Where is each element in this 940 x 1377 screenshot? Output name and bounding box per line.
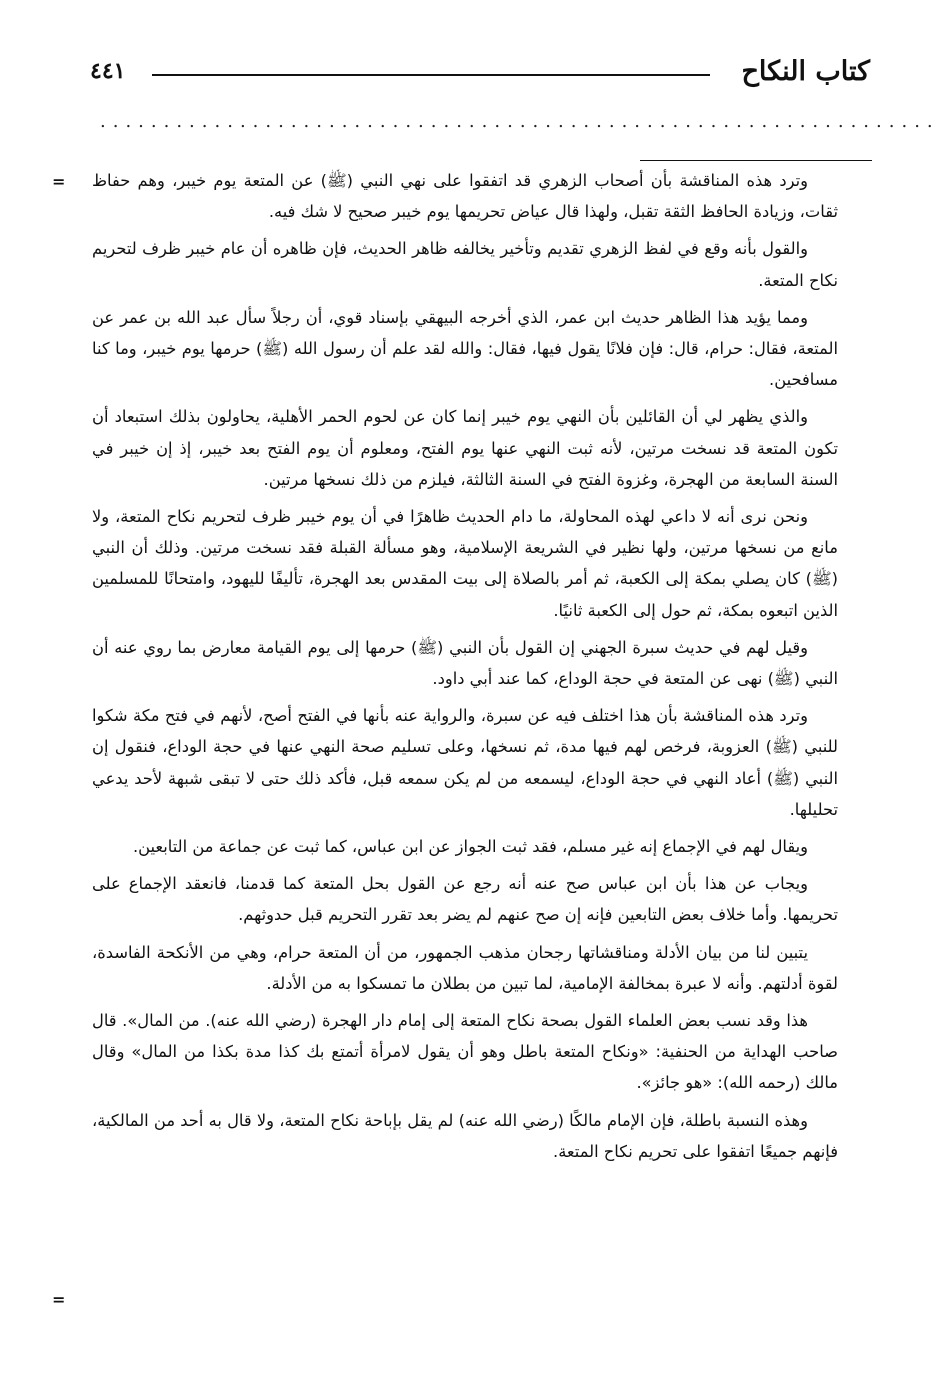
footnote-rule: [640, 160, 872, 161]
paragraph: والذي يظهر لي أن القائلين بأن النهي يوم خيبر إنما كان عن لحوم الحمر الأهلية، يحاولون بذلك استبعاد أن تكون المتعة قد نسخت مرتين، لأنه ثبت النهي عنها يوم الفتح، ومعلوم أن يوم الفتح بعد خيبر، إذ إن خيبر في السنة السابعة من الهجرة، وغزوة الفتح في السنة الثالثة، فيلزم من ذلك نسخها مرتين.: [92, 407, 838, 489]
dotted-separator: ..................................................................: [100, 111, 940, 132]
continuation-mark-top: =: [52, 172, 66, 191]
paragraph: ومما يؤيد هذا الظاهر حديث ابن عمر، الذي أخرجه البيهقي بإسناد قوي، أن رجلاً سأل عبد الله بن عمر عن المتعة، فقال: حرام، قال: فإن فلانًا يقول فيها، فقال: والله لقد علم أن رسول الله (ﷺ) حرمها يوم خيبر، وما كنا مسافحين.: [92, 307, 838, 390]
continuation-mark-bottom: =: [52, 1290, 66, 1309]
page-number: ٤٤١: [90, 58, 126, 84]
paragraph: وترد هذه المناقشة بأن هذا اختلف فيه عن سبرة، والرواية عنه بأنها في الفتح أصح، لأنهم في فتح مكة شكوا للنبي (ﷺ) العزوبة، فرخص لهم فيها مدة، ثم نسخها، وعلى تسليم صحة النهي عنها في حجة الوداع، فنقول إن النبي (ﷺ) أعاد النهي في حجة الوداع، ليسمعه من لم يكن سمعه قبل، فأكد ذلك حتى لا تبقى شبهة لأحد يدعي تحليلها.: [92, 706, 838, 819]
paragraph: والقول بأنه وقع في لفظ الزهري تقديم وتأخير يخالفه ظاهر الحديث، فإن ظاهره أن عام خيبر ظرف لتحريم نكاح المتعة.: [92, 239, 838, 290]
paragraph: ونحن نرى أنه لا داعي لهذه المحاولة، ما دام الحديث ظاهرًا في أن يوم خيبر ظرف لتحريم نكاح المتعة، ولا مانع من نسخها مرتين، ولها نظير في الشريعة الإسلامية، وهو مسألة القبلة فقد نسخت مرتين. وذلك أن النبي (ﷺ) كان يصلي بمكة إلى الكعبة، ثم أمر بالصلاة إلى بيت المقدس بعد الهجرة، تأليفًا لليهود، وامتحانًا للمسلمين الذين اتبعوه بمكة، ثم حول إلى الكعبة ثانيًا.: [92, 507, 838, 620]
paragraph: ويقال لهم في الإجماع إنه غير مسلم، فقد ثبت الجواز عن ابن عباس، كما ثبت عن جماعة من التابعين.: [132, 837, 808, 857]
paragraph: وترد هذه المناقشة بأن أصحاب الزهري قد اتفقوا على نهي النبي (ﷺ) عن المتعة يوم خيبر، وهم حفاظ ثقات، وزيادة الحافظ الثقة تقبل، ولهذا قال عياض تحريمها يوم خيبر صحيح لا شك فيه.: [92, 171, 838, 222]
chapter-title: كتاب النكاح: [741, 56, 870, 87]
paragraph: هذا وقد نسب بعض العلماء القول بصحة نكاح المتعة إلى إمام دار الهجرة (رضي الله عنه). من المال». قال صاحب الهداية من الحنفية: «ونكاح المتعة باطل وهو أن يقول لامرأة أتمتع بك كذا مدة بكذا من المال» وقال مالك (رحمه الله): «هو جائز».: [92, 1011, 838, 1093]
footnote-text: [92, 165, 838, 1345]
header-rule: [152, 74, 710, 76]
running-header: [90, 52, 870, 102]
paragraph: وقيل لهم في حديث سبرة الجهني إن القول بأن النبي (ﷺ) حرمها إلى يوم القيامة معارض بما روي عنه أن النبي (ﷺ) نهى عن المتعة في حجة الوداع، كما عند أبي داود.: [92, 637, 838, 689]
paragraph: ويجاب عن هذا بأن ابن عباس صح عنه أنه رجع عن القول بحل المتعة كما قدمنا، فانعقد الإجماع على تحريمها. وأما خلاف بعض التابعين فإنه إن صح عنهم لم يضر بعد تقرر التحريم قبل حدوثهم.: [92, 874, 838, 925]
paragraph: وهذه النسبة باطلة، فإن الإمام مالكًا (رضي الله عنه) لم يقل بإباحة نكاح المتعة، ولا قال به أحد من المالكية، فإنهم جميعًا اتفقوا على تحريم نكاح المتعة.: [92, 1110, 838, 1161]
paragraph: يتبين لنا من بيان الأدلة ومناقشاتها رجحان مذهب الجمهور، من أن المتعة حرام، وهي من الأنكحة الفاسدة، لقوة أدلتهم. وأنه لا عبرة بمخالفة الإمامية، لما تبين من بطلان ما تمسكوا به من الأدلة.: [92, 942, 838, 993]
